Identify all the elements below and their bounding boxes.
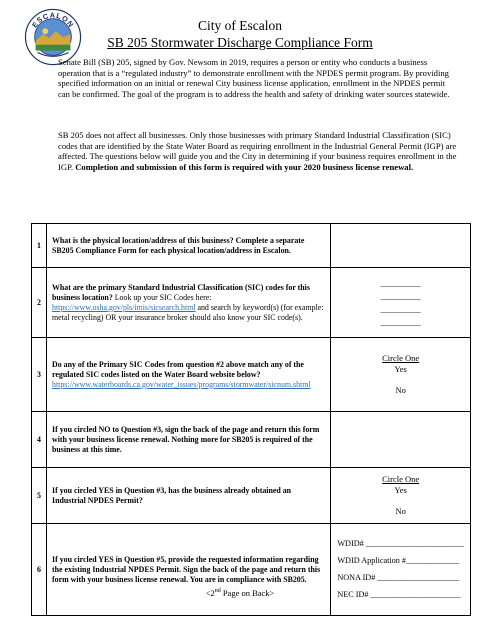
nona-id-field[interactable]: NONA ID# ____________________ <box>337 573 460 582</box>
answer-2-sic-codes[interactable] <box>331 268 471 338</box>
nec-id-field[interactable]: NEC ID# ______________________ <box>337 590 461 599</box>
circle-one-label: Circle One <box>382 474 420 484</box>
question-row-4 <box>32 412 471 468</box>
compliance-questions-table <box>31 223 471 616</box>
question-row-5 <box>32 468 471 524</box>
question-number: 3 <box>32 338 47 412</box>
sic-code-blank[interactable]: __________ <box>380 317 421 327</box>
answer-1-field[interactable] <box>331 224 471 268</box>
intro-paragraph-1: Senate Bill (SB) 205, signed by Gov. Newsom in 2019, requires a person or entity who conducts a business operation that is a “regulated industry” to demonstrate enrollment with the NPDES permit program. By providing specified information on an initial or renewal City business license application, enrollment in the NPDES permit can be confirmed. The goal of the program is to address the health and safety of drinking water sources statewide. <box>58 57 450 99</box>
seal-text: ESCALON <box>29 10 77 30</box>
question-number: 2 <box>32 268 47 338</box>
question-3-text: Do any of the Primary SIC Codes from question #2 above match any of the regulated SIC codes listed on the Water Board website below? https://www.waterboards.ca.gov/water_issues/programs/stormwater/sicnum.shtml <box>47 338 331 412</box>
answer-4-field <box>331 412 471 468</box>
submission-requirement: Completion and submission of this form is required with your 2020 business license renewal. <box>75 161 414 172</box>
wdid-application-field[interactable]: WDID Application #_____________ <box>337 556 460 565</box>
question-number: 5 <box>32 468 47 524</box>
question-6-text: If you circled YES in Question #5, provide the requested information regarding the existing Industrial NPDES Permit. Sign the back of the page and return this form with your business license renewal. You are in compliance with SB205. <box>47 524 331 616</box>
no-option[interactable]: No <box>395 506 406 516</box>
circle-one-label: Circle One <box>382 353 420 363</box>
no-option[interactable]: No <box>395 385 406 395</box>
question-number: 4 <box>32 412 47 468</box>
water-board-sic-link[interactable]: https://www.waterboards.ca.gov/water_issues/programs/stormwater/sicnum.shtml <box>52 379 311 389</box>
question-row-3 <box>32 338 471 412</box>
page-footer: <2nd Page on Back> <box>205 588 275 598</box>
question-1-text: What is the physical location/address of this business? Complete a separate SB205 Compliance Form for each physical location/address in Escalon. <box>47 224 331 268</box>
form-title: SB 205 Stormwater Discharge Compliance Form <box>107 35 373 50</box>
question-5-text: If you circled YES in Question #3, has the business already obtained an Industrial NPDES Permit? <box>47 468 331 524</box>
yes-option[interactable]: Yes <box>394 364 407 374</box>
answer-5-choice <box>331 468 471 524</box>
question-number: 6 <box>32 524 47 616</box>
question-row-2 <box>32 268 471 338</box>
question-4-text: If you circled NO to Question #3, sign the back of the page and return this form with your business license renewal. Nothing more for SB205 is required of the business at this time. <box>47 412 331 468</box>
answer-6-permit-ids <box>331 524 471 616</box>
question-number: 1 <box>32 224 47 268</box>
city-name: City of Escalon <box>198 18 282 33</box>
question-2-text: What are the primary Standard Industrial Classification (SIC) codes for this business location? Look up your SIC Codes here: https://www.osha.gov/pls/imis/sicsearch.html and search by keyword(s) (for example: metal recycling) OR your insurance broker should also know your SIC code(s). <box>47 268 331 338</box>
answer-3-choice <box>331 338 471 412</box>
question-row-6 <box>32 524 471 616</box>
sic-code-blank[interactable]: __________ <box>380 278 421 288</box>
question-row-1 <box>32 224 471 268</box>
yes-option[interactable]: Yes <box>394 485 407 495</box>
sic-code-blank[interactable]: __________ <box>380 304 421 314</box>
osha-sic-search-link[interactable]: https://www.osha.gov/pls/imis/sicsearch.html <box>52 302 196 312</box>
sic-code-blank[interactable]: __________ <box>380 291 421 301</box>
wdid-field[interactable]: WDID# ________________________ <box>337 539 464 548</box>
intro-paragraph-2: SB 205 does not affect all businesses. Only those businesses with primary Standard Industrial Classification (SIC) codes that are identified by the State Water Board as requiring enrollment in the Industrial General Permit (IGP) are affected. The questions below will guide you and the City in determining if your business requires enrollment in the IGP. Completion and submission of this form is required with your 2020 business license renewal. <box>58 130 457 172</box>
